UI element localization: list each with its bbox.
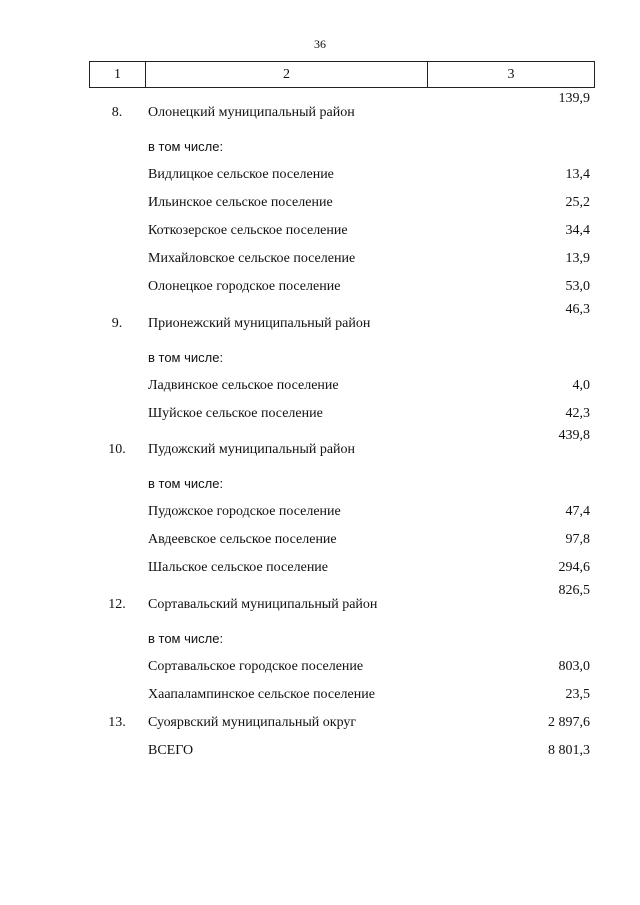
row-number: 10. (108, 442, 126, 457)
table-row (0, 165, 640, 185)
table-row-total (0, 741, 640, 761)
row-name: Ладвинское сельское поселение (148, 378, 339, 393)
table-row (0, 713, 640, 733)
row-name: в том числе: (148, 350, 224, 365)
row-name: Суоярвский муниципальный округ (148, 715, 357, 730)
row-value: 97,8 (565, 532, 590, 547)
table-row (0, 348, 640, 368)
row-name: Михайловское сельское поселение (148, 251, 356, 266)
row-name: Прионежский муниципальный район (148, 316, 371, 331)
row-value: 439,8 (558, 428, 590, 443)
header-cell-3: 3 (507, 66, 515, 82)
row-value: 47,4 (565, 504, 590, 519)
row-value: 4,0 (572, 378, 590, 393)
row-name: Сортавальское городское поселение (148, 659, 364, 674)
table-row (0, 249, 640, 269)
row-value: 13,9 (565, 251, 590, 266)
table-row (0, 221, 640, 241)
table-row (0, 629, 640, 649)
row-number: 12. (108, 597, 126, 612)
row-name: Коткозерское сельское поселение (148, 223, 348, 238)
table-row (0, 428, 640, 458)
row-name: Шуйское сельское поселение (148, 406, 323, 421)
row-value: 34,4 (565, 223, 590, 238)
row-value: 2 897,6 (548, 715, 590, 730)
table-row (0, 302, 640, 332)
header-cell-1: 1 (90, 62, 146, 87)
header-cell-2: 2 (146, 62, 428, 87)
table-row (0, 137, 640, 157)
row-name: Пудожское городское поселение (148, 504, 341, 519)
row-name: Олонецкое городское поселение (148, 279, 341, 294)
row-name: в том числе: (148, 476, 224, 491)
row-name: Ильинское сельское поселение (148, 195, 333, 210)
row-value: 42,3 (565, 406, 590, 421)
row-number: 9. (111, 316, 123, 331)
total-label: ВСЕГО (148, 743, 194, 758)
row-value: 803,0 (558, 659, 590, 674)
row-name: Шальское сельское поселение (148, 560, 329, 575)
row-value: 25,2 (565, 195, 590, 210)
table-row (0, 474, 640, 494)
row-name: Авдеевское сельское поселение (148, 532, 337, 547)
row-value: 826,5 (558, 583, 590, 598)
row-number: 8. (111, 105, 123, 120)
row-name: Сортавальский муниципальный район (148, 597, 378, 612)
table-row (0, 91, 640, 121)
row-name: Видлицкое сельское поселение (148, 167, 334, 182)
row-name: в том числе: (148, 631, 224, 646)
row-name: Пудожский муниципальный район (148, 442, 356, 457)
total-value: 8 801,3 (548, 743, 590, 758)
table-row (0, 685, 640, 705)
row-value: 13,4 (565, 167, 590, 182)
row-name: в том числе: (148, 139, 224, 154)
table-row (0, 657, 640, 677)
row-value: 139,9 (558, 91, 590, 106)
row-name: Олонецкий муниципальный район (148, 105, 355, 120)
table-row (0, 502, 640, 522)
row-value: 53,0 (565, 279, 590, 294)
table-row (0, 530, 640, 550)
row-value: 294,6 (558, 560, 590, 575)
table-row (0, 583, 640, 613)
row-name: Хаапалампинское сельское поселение (148, 687, 375, 702)
row-value: 23,5 (565, 687, 590, 702)
row-number: 13. (108, 715, 126, 730)
table-row (0, 376, 640, 396)
table-row (0, 193, 640, 213)
table-row (0, 277, 640, 297)
table-row (0, 404, 640, 424)
page-number: 36 (314, 37, 326, 51)
row-value: 46,3 (565, 302, 590, 317)
table-row (0, 558, 640, 578)
